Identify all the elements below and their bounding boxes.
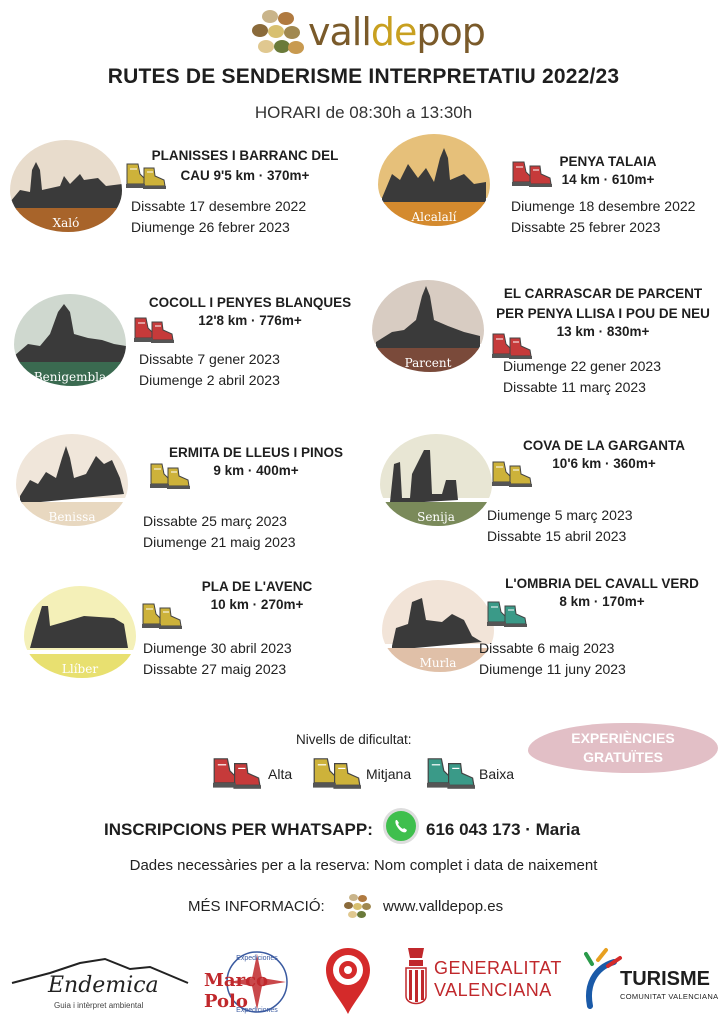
route-title-block bbox=[488, 284, 718, 339]
route-title: EL CARRASCAR DE PARCENT bbox=[503, 286, 703, 301]
town-silhouette-icon bbox=[16, 434, 128, 504]
marco-polo-logo: Expediciones Expediciones Marco Polo bbox=[202, 948, 312, 1018]
route-title-block bbox=[172, 577, 342, 612]
town-badge bbox=[382, 580, 494, 672]
endemica-logo: Endemica Guia i intèrpret ambiental bbox=[10, 955, 190, 1015]
route-date: Diumenge 5 març 2023 bbox=[487, 507, 633, 523]
more-info-label: MÉS INFORMACIÓ: bbox=[188, 898, 325, 915]
town-name: Alcalalí bbox=[411, 210, 457, 224]
free-badge-line1: EXPERIÈNCIES bbox=[571, 730, 675, 746]
legend-label: Baixa bbox=[479, 766, 515, 782]
town-silhouette-icon bbox=[372, 280, 484, 350]
coat-of-arms-icon bbox=[400, 944, 432, 1014]
route-date: Dissabte 7 gener 2023 bbox=[139, 351, 280, 367]
route-title: PLA DE L'AVENC bbox=[201, 579, 313, 594]
town-silhouette-icon bbox=[10, 140, 122, 210]
route-stats: 14 km · 610m+ bbox=[561, 172, 655, 187]
free-badge-line2: GRATUÏTES bbox=[583, 749, 663, 765]
route-title: COCOLL I PENYES BLANQUES bbox=[148, 295, 352, 310]
route-dates bbox=[479, 638, 626, 680]
legend-boots-icon bbox=[310, 754, 364, 794]
route-date: Diumenge 2 abril 2023 bbox=[139, 372, 280, 388]
route-stats: 13 km · 830m+ bbox=[556, 324, 650, 339]
route-title: PLANISSES I BARRANC DEL bbox=[151, 148, 339, 163]
turisme-comunitat-valenciana-logo: TURISME COMUNITAT VALENCIANA bbox=[584, 946, 724, 1014]
route-title: COVA DE LA GARGANTA bbox=[523, 438, 685, 453]
legend-boots-icon bbox=[424, 754, 478, 794]
logo-text: valldepop bbox=[308, 10, 485, 54]
town-silhouette-icon bbox=[382, 580, 494, 650]
town-silhouette-icon bbox=[378, 134, 490, 204]
legend-title: Nivells de dificultat: bbox=[296, 732, 412, 747]
page-title: RUTES DE SENDERISME INTERPRETATIU 2022/23 bbox=[107, 65, 620, 88]
route-stats: 10 km · 270m+ bbox=[210, 597, 304, 612]
town-name: Xaló bbox=[52, 216, 80, 230]
route-dates bbox=[511, 196, 695, 238]
town-name: Senija bbox=[417, 510, 455, 524]
route-title-block bbox=[504, 436, 704, 471]
svg-text:Expediciones: Expediciones bbox=[236, 1007, 278, 1014]
town-badge bbox=[10, 140, 122, 232]
route-date: Dissabte 15 abril 2023 bbox=[487, 528, 627, 544]
town-badge bbox=[380, 434, 492, 526]
route-dates bbox=[143, 638, 292, 680]
reservation-info: Dades necessàries per a la reserva: Nom complet i data de naixement bbox=[129, 857, 598, 874]
route-title-block bbox=[140, 146, 350, 186]
route-title: CAU 9'5 km · 370m+ bbox=[180, 168, 310, 183]
legend-label: Mitjana bbox=[366, 766, 412, 782]
svg-text:Expediciones: Expediciones bbox=[236, 955, 278, 962]
route-stats: 10'6 km · 360m+ bbox=[552, 456, 656, 471]
town-silhouette-icon bbox=[14, 294, 126, 364]
route-dates bbox=[143, 511, 296, 553]
route-dates bbox=[487, 505, 633, 547]
schedule-text: HORARI de 08:30h a 13:30h bbox=[254, 103, 473, 122]
route-title-block bbox=[508, 152, 708, 187]
route-date: Dissabte 25 febrer 2023 bbox=[511, 219, 661, 235]
route-date: Diumenge 26 febrer 2023 bbox=[131, 219, 290, 235]
route-date: Dissabte 6 maig 2023 bbox=[479, 640, 615, 656]
route-stats: 12'8 km · 776m+ bbox=[198, 313, 302, 328]
town-badge bbox=[24, 586, 136, 678]
valldepop-mini-icon bbox=[342, 893, 372, 921]
town-silhouette-icon bbox=[380, 434, 492, 504]
town-name: Benigembla bbox=[33, 370, 107, 384]
route-date: Dissabte 27 maig 2023 bbox=[143, 661, 287, 677]
route-title: L'OMBRIA DEL CAVALL VERD bbox=[505, 576, 699, 591]
route-stats: 8 km · 170m+ bbox=[559, 594, 645, 609]
town-badge bbox=[378, 134, 490, 226]
valldepop-logo bbox=[250, 8, 485, 58]
town-name: Parcent bbox=[404, 356, 452, 370]
legend-boots-icon bbox=[210, 754, 264, 794]
route-dates bbox=[139, 349, 280, 391]
route-stats: 9 km · 400m+ bbox=[213, 463, 299, 478]
town-name: Benissa bbox=[48, 510, 96, 524]
whatsapp-icon[interactable] bbox=[383, 808, 419, 844]
town-name: Murla bbox=[419, 656, 457, 670]
route-title-block bbox=[482, 574, 722, 609]
location-pin-icon bbox=[322, 944, 374, 1016]
whatsapp-number[interactable]: 616 043 173 · Maria bbox=[426, 820, 581, 839]
generalitat-valenciana-logo: GENERALITAT VALENCIANA bbox=[400, 944, 575, 1014]
route-dates bbox=[503, 356, 661, 398]
route-date: Diumenge 30 abril 2023 bbox=[143, 640, 292, 656]
route-date: Diumenge 21 maig 2023 bbox=[143, 534, 296, 550]
route-title-block bbox=[156, 443, 356, 478]
route-date: Dissabte 25 març 2023 bbox=[143, 513, 287, 529]
turisme-swirl-icon bbox=[584, 946, 624, 1014]
whatsapp-label: INSCRIPCIONS PER WHATSAPP: bbox=[104, 820, 373, 839]
town-silhouette-icon bbox=[24, 586, 136, 656]
route-date: Dissabte 11 març 2023 bbox=[503, 379, 646, 395]
route-title: ERMITA DE LLEUS I PINOS bbox=[168, 445, 343, 460]
website-link[interactable]: www.valldepop.es bbox=[383, 898, 504, 915]
route-dates bbox=[131, 196, 306, 238]
route-title-block bbox=[138, 293, 362, 328]
town-badge bbox=[16, 434, 128, 526]
route-date: Diumenge 22 gener 2023 bbox=[503, 358, 662, 374]
town-badge bbox=[14, 294, 126, 386]
route-title: PER PENYA LLISA I POU DE NEU bbox=[496, 306, 710, 321]
free-experiences-badge bbox=[528, 723, 718, 773]
route-date: Diumenge 18 desembre 2022 bbox=[511, 198, 696, 214]
town-name: Llíber bbox=[61, 662, 99, 676]
logo-dots-icon bbox=[250, 8, 302, 58]
town-badge bbox=[372, 280, 484, 372]
route-date: Dissabte 17 desembre 2022 bbox=[131, 198, 307, 214]
route-title: PENYA TALAIA bbox=[559, 154, 657, 169]
legend-label: Alta bbox=[268, 766, 293, 782]
route-date: Diumenge 11 juny 2023 bbox=[479, 661, 626, 677]
